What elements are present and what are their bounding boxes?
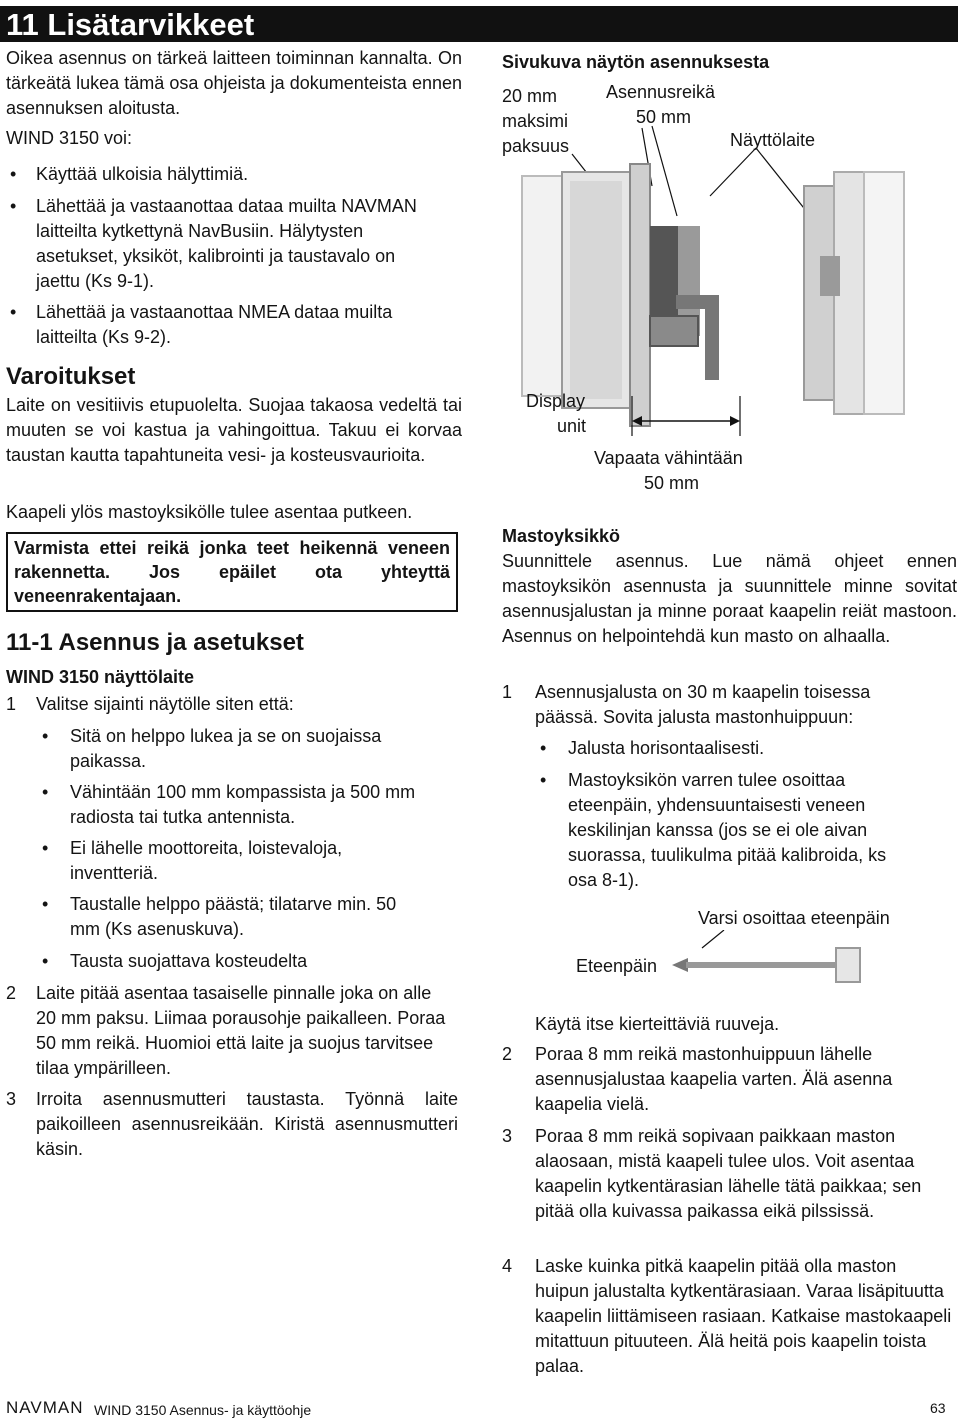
list-item: Tausta suojattava kosteudelta	[70, 951, 308, 971]
label-thickness-2: maksimi	[502, 111, 568, 131]
boxed-warning: Varmista ettei reikä jonka teet heikennä veneen rakennetta. Jos epäilet ota yhteyttä veneenrakentajaan.	[6, 532, 458, 612]
label-unit-1: Display	[526, 391, 586, 411]
display-unit-shape	[522, 172, 630, 408]
label-hole-2: 50 mm	[636, 107, 692, 127]
figure-title: Sivukuva näytön asennuksesta	[502, 52, 770, 72]
intro-paragraph: Oikea asennus on tärkeä laitteen toiminnan kannalta. On tärkeätä lukea tämä osa ohjeista ja dokumenteista ennen asennuksen aloitusta.	[6, 48, 462, 118]
doc-title	[94, 1402, 311, 1418]
cable-text: Kaapeli ylös mastoyksikölle tulee asentaa putkeen.	[6, 502, 413, 522]
bullet: •	[42, 838, 49, 858]
display-bracket-shape	[804, 172, 904, 414]
page-number: 63	[930, 1400, 946, 1416]
list-item: Mastoyksikön varren tulee osoittaa eteenpäin, yhdensuuntaisesti veneen keskilinjan kanssa (jos se ei ole aivan suorassa, tuulikulma pitää kalibroida, ks osa 8-1).	[568, 770, 887, 890]
step-text: Poraa 8 mm reikä mastonhuippuun lähelle asennusjalustaa kaapelia varten. Älä asenna kaapelia vielä.	[535, 1044, 893, 1114]
list-item: Vähintään 100 mm kompassista ja 500 mm radiosta tai tutka antennista.	[70, 782, 416, 827]
step-text: Irroita asennusmutteri taustasta. Työnnä laite paikoilleen asennusreikään. Kiristä asennusmutteri käsin.	[36, 1089, 458, 1159]
bullet: •	[10, 164, 17, 184]
step-number: 1	[6, 694, 17, 714]
step-text: Valitse sijainti näytölle siten että:	[36, 694, 294, 714]
screws-note: Käytä itse kierteittäviä ruuveja.	[535, 1014, 780, 1034]
label-hole-1: Asennusreikä	[606, 82, 716, 102]
bullet: •	[42, 726, 49, 746]
arm-label: Varsi osoittaa eteenpäin	[698, 908, 890, 928]
list-item: Ei lähelle moottoreita, loistevaloja, inventteriä.	[70, 838, 343, 883]
mast-unit-arm-diagram	[660, 930, 870, 990]
step-text: Laske kuinka pitkä kaapelin pitää olla maston huipun jalustalta kytkentärasiaan. Varaa lisäpituutta kaapelin liittämiseen rasiaan. Katkaise mastokaapeli mitattuun pituuteen. Älä heitä pois kaapelin toista palaa.	[535, 1256, 952, 1376]
bullet: •	[540, 770, 547, 790]
mast-intro: Suunnittele asennus. Lue nämä ohjeet ennen mastoyksikön asennusta ja suunnittele minne sovitat asennusjalustan ja minne poraat kaapelin reiät mastoon. Asennus on helpointehdä kun masto on alhaalla.	[502, 551, 957, 646]
bullet: •	[42, 782, 49, 802]
wind-can-heading: WIND 3150 voi:	[6, 128, 133, 148]
step-number: 3	[6, 1089, 17, 1109]
mast-heading: Mastoyksikkö	[502, 526, 621, 546]
display-subtitle: WIND 3150 näyttölaite	[6, 667, 195, 687]
step-number: 1	[502, 682, 513, 702]
warnings-text: Laite on vesitiivis etupuolelta. Suojaa takaosa vedeltä tai muuten se voi kastua ja vahingoittua. Takuu ei korvaa taustan kautta tapahtuneita vesi- ja kosteusvaurioita.	[6, 395, 462, 465]
step-text: Asennusjalusta on 30 m kaapelin toisessa päässä. Sovita jalusta mastonhuippuun:	[535, 682, 871, 727]
bullet: •	[10, 196, 17, 216]
list-item: Sitä on helppo lukea ja se on suojaissa paikassa.	[70, 726, 382, 771]
bullet: •	[42, 951, 49, 971]
section-title: 11-1 Asennus ja asetukset	[6, 629, 304, 656]
bullet: •	[42, 894, 49, 914]
forward-label: Eteenpäin	[576, 956, 658, 976]
step-text: Laite pitää asentaa tasaiselle pinnalle joka on alle 20 mm paksu. Liimaa porausohje paikalleen. Poraa 50 mm reikä. Huomioi että laite ja suojus tarvitsee tilaa ympärilleen.	[36, 983, 446, 1078]
list-item: Lähettää ja vastaanottaa dataa muilta NAVMAN laitteilta kytkettynä NavBusiin. Hälytysten asetukset, yksiköt, kalibrointi ja taustavalo on jaettu (Ks 9-1).	[36, 196, 417, 291]
brand-logo: NAVMAN	[6, 1398, 84, 1417]
list-item: Jalusta horisontaalisesti.	[568, 738, 765, 758]
page-title: 11 Lisätarvikkeet	[0, 6, 958, 42]
label-display: Näyttölaite	[730, 130, 816, 150]
label-free-1: Vapaata vähintään	[594, 448, 743, 468]
step-number: 4	[502, 1256, 513, 1276]
label-thickness-1: 20 mm	[502, 86, 558, 106]
doc-title-text: WIND 3150 Asennus- ja käyttöohje	[94, 1402, 312, 1418]
warnings-heading: Varoitukset	[6, 363, 136, 390]
step-text: Poraa 8 mm reikä sopivaan paikkaan maston alaosaan, mistä kaapeli tulee ulos. Voit asentaa kaapelin kytkentärasian lähelle tätä paikkaa; sen pitää olla kuivassa paikassa eikä pilssissä.	[535, 1126, 922, 1221]
step-number: 2	[6, 983, 17, 1003]
step-number: 3	[502, 1126, 513, 1146]
list-item: Taustalle helppo päästä; tilatarve min. 50 mm (Ks asenuskuva).	[70, 894, 397, 939]
list-item: Lähettää ja vastaanottaa NMEA dataa muilta laitteilta (Ks 9-2).	[36, 302, 393, 347]
label-free-2: 50 mm	[644, 473, 700, 493]
step-number: 2	[502, 1044, 513, 1064]
bullet: •	[10, 302, 17, 322]
bullet: •	[540, 738, 547, 758]
label-thickness-3: paksuus	[502, 136, 570, 156]
label-unit-2: unit	[557, 416, 587, 436]
list-item: Käyttää ulkoisia hälyttimiä.	[36, 164, 249, 184]
